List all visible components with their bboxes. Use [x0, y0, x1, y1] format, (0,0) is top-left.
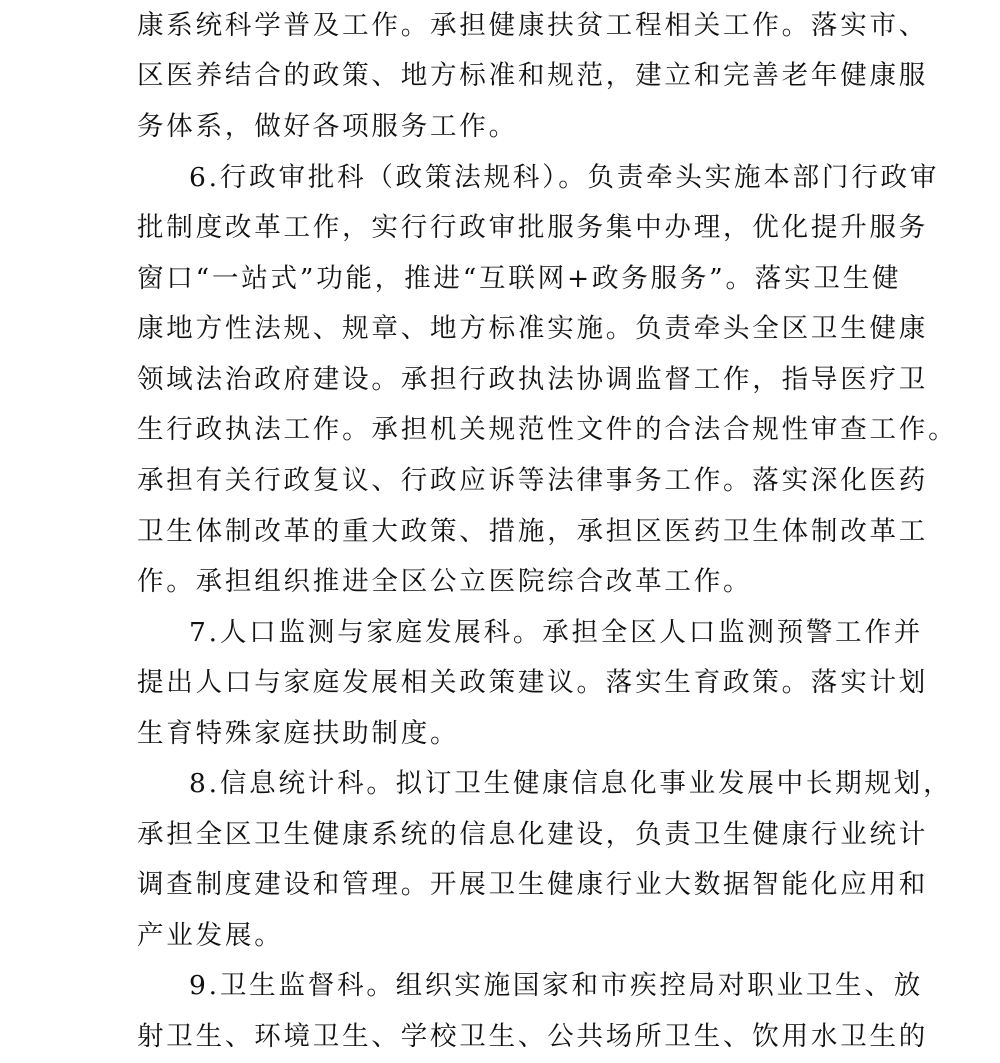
paragraph-6-line-9: 作。承担组织推进全区公立医院综合改革工作。	[137, 566, 753, 597]
paragraph-5-line-2: 区医养结合的政策、地方标准和规范，建立和完善老年健康服	[137, 60, 929, 91]
paragraph-6-line-5: 领域法治政府建设。承担行政执法协调监督工作，指导医疗卫	[137, 364, 929, 395]
paragraph-6-heading-line: 6.行政审批科（政策法规科）。负责牵头实施本部门行政审	[189, 162, 940, 193]
paragraph-6-line-2: 批制度改革工作，实行行政审批服务集中办理，优化提升服务	[137, 212, 929, 243]
paragraph-6-line-6: 生行政执法工作。承担机关规范性文件的合法合规性审查工作。	[137, 414, 958, 445]
paragraph-7-line-2: 提出人口与家庭发展相关政策建议。落实生育政策。落实计划	[137, 667, 929, 698]
paragraph-7-heading-line: 7.人口监测与家庭发展科。承担全区人口监测预警工作并	[189, 617, 924, 648]
paragraph-8-line-2: 承担全区卫生健康系统的信息化建设，负责卫生健康行业统计	[137, 819, 929, 850]
paragraph-6-line-3: 窗口“一站式”功能，推进“互联网+政务服务”。落实卫生健	[137, 263, 902, 294]
paragraph-8-line-3: 调查制度建设和管理。开展卫生健康行业大数据智能化应用和	[137, 869, 929, 900]
paragraph-8-heading-line: 8.信息统计科。拟订卫生健康信息化事业发展中长期规划，	[189, 768, 953, 799]
paragraph-5-line-3: 务体系，做好各项服务工作。	[137, 111, 518, 142]
paragraph-6-line-8: 卫生体制改革的重大政策、措施，承担区医药卫生体制改革工	[137, 516, 929, 547]
paragraph-9-heading-line: 9.卫生监督科。组织实施国家和市疾控局对职业卫生、放	[189, 970, 924, 1001]
paragraph-5-line-1: 康系统科学普及工作。承担健康扶贫工程相关工作。落实市、	[137, 10, 929, 41]
paragraph-7-line-3: 生育特殊家庭扶助制度。	[137, 718, 460, 749]
paragraph-8-line-4: 产业发展。	[137, 920, 284, 951]
paragraph-6-line-4: 康地方性法规、规章、地方标准实施。负责牵头全区卫生健康	[137, 313, 929, 344]
paragraph-6-line-7: 承担有关行政复议、行政应诉等法律事务工作。落实深化医药	[137, 465, 929, 496]
paragraph-9-line-2: 射卫生、环境卫生、学校卫生、公共场所卫生、饮用水卫生的	[137, 1021, 929, 1052]
